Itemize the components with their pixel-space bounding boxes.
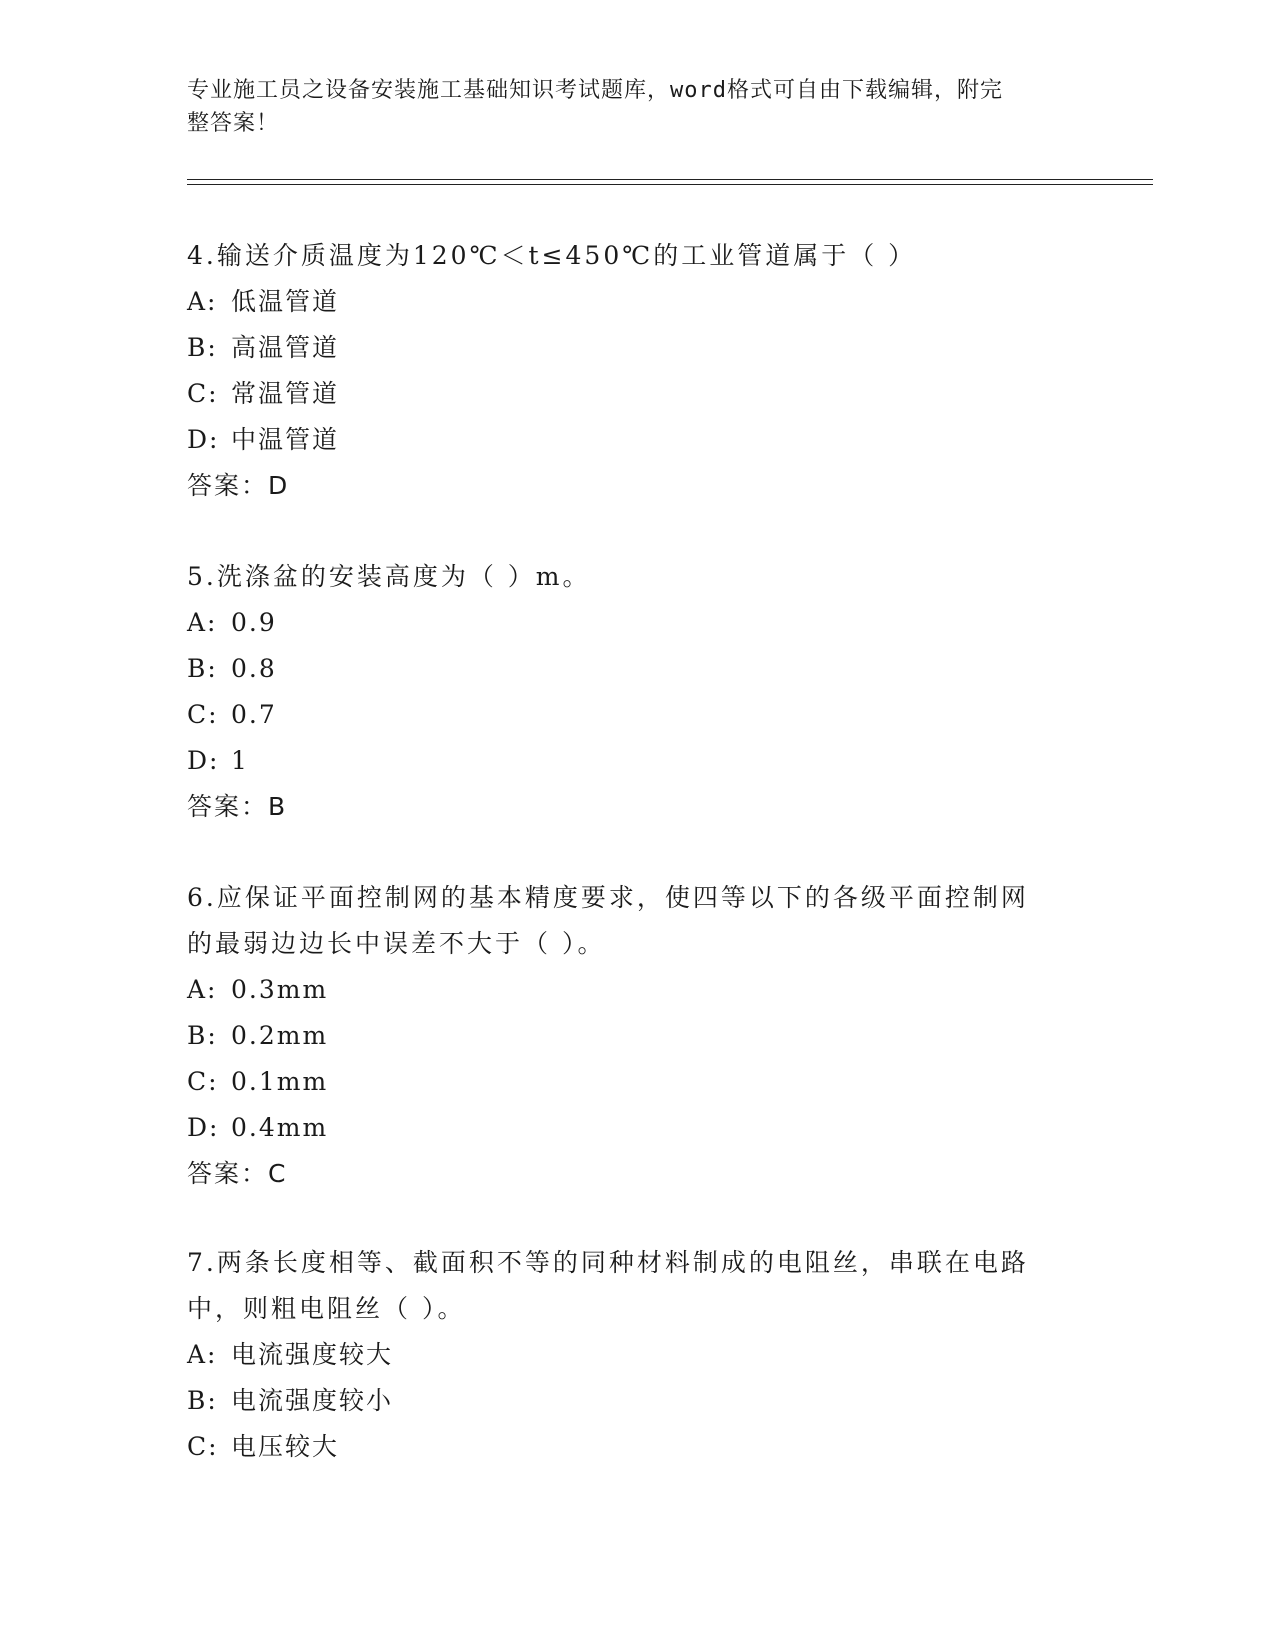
header-divider-top bbox=[187, 179, 1153, 180]
option-b bbox=[187, 646, 1067, 692]
option-a bbox=[187, 967, 1067, 1013]
option-key: A: bbox=[187, 287, 218, 316]
question-stem-line-1: 6.应保证平面控制网的基本精度要求，使四等以下的各级平面控制网 bbox=[187, 883, 1029, 912]
option-key: D: bbox=[187, 746, 220, 775]
option-key: B: bbox=[187, 654, 218, 683]
question-stem: 5.洗涤盆的安装高度为（ ）m。 bbox=[187, 562, 591, 591]
option-key: D: bbox=[187, 425, 220, 454]
option-key: A: bbox=[187, 608, 218, 637]
option-text: 高温管道 bbox=[231, 333, 340, 362]
question-4 bbox=[187, 233, 1067, 509]
option-text: 电压较大 bbox=[231, 1432, 340, 1461]
option-c bbox=[187, 692, 1067, 738]
option-c bbox=[187, 371, 1067, 417]
option-text: 低温管道 bbox=[231, 287, 340, 316]
option-text: 中温管道 bbox=[231, 425, 340, 454]
question-7 bbox=[187, 1240, 1067, 1470]
option-a bbox=[187, 1332, 1067, 1378]
question-stem: 4.输送介质温度为120℃＜t≤450℃的工业管道属于（ ） bbox=[187, 241, 917, 270]
option-key: A: bbox=[187, 1340, 218, 1369]
option-d bbox=[187, 738, 1067, 784]
option-b bbox=[187, 325, 1067, 371]
option-a bbox=[187, 279, 1067, 325]
option-key: B: bbox=[187, 333, 218, 362]
option-text: 0.3mm bbox=[231, 975, 329, 1004]
option-c bbox=[187, 1424, 1067, 1470]
option-b bbox=[187, 1378, 1067, 1424]
option-text: 0.9 bbox=[231, 608, 277, 637]
option-text: 0.4mm bbox=[231, 1113, 329, 1142]
option-a bbox=[187, 600, 1067, 646]
question-stem-line-2: 的最弱边边长中误差不大于（ ）。 bbox=[187, 929, 606, 958]
question-6 bbox=[187, 875, 1067, 1197]
option-b bbox=[187, 1013, 1067, 1059]
option-d bbox=[187, 417, 1067, 463]
answer-line: 答案：D bbox=[187, 471, 290, 500]
option-text: 常温管道 bbox=[231, 379, 340, 408]
option-key: C: bbox=[187, 1432, 219, 1461]
document-header bbox=[187, 74, 1067, 140]
option-key: C: bbox=[187, 1067, 219, 1096]
question-stem-line-2: 中，则粗电阻丝（ ）。 bbox=[187, 1294, 466, 1323]
option-key: C: bbox=[187, 700, 219, 729]
answer-line: 答案：B bbox=[187, 792, 288, 821]
option-text: 0.1mm bbox=[231, 1067, 329, 1096]
option-key: C: bbox=[187, 379, 219, 408]
option-text: 电流强度较小 bbox=[231, 1386, 394, 1415]
header-line-1: 专业施工员之设备安装施工基础知识考试题库，word格式可自由下载编辑，附完 bbox=[187, 78, 1003, 103]
option-key: A: bbox=[187, 975, 218, 1004]
question-stem-line-1: 7.两条长度相等、截面积不等的同种材料制成的电阻丝，串联在电路 bbox=[187, 1248, 1029, 1277]
option-key: B: bbox=[187, 1386, 218, 1415]
option-c bbox=[187, 1059, 1067, 1105]
option-key: D: bbox=[187, 1113, 220, 1142]
option-text: 0.2mm bbox=[231, 1021, 329, 1050]
option-text: 1 bbox=[231, 746, 249, 775]
question-5 bbox=[187, 554, 1067, 830]
option-key: B: bbox=[187, 1021, 218, 1050]
option-text: 0.8 bbox=[231, 654, 277, 683]
option-d bbox=[187, 1105, 1067, 1151]
option-text: 电流强度较大 bbox=[231, 1340, 394, 1369]
option-text: 0.7 bbox=[231, 700, 277, 729]
header-line-2: 整答案！ bbox=[187, 111, 280, 136]
answer-line: 答案：C bbox=[187, 1159, 288, 1188]
header-divider-bottom bbox=[187, 184, 1153, 185]
